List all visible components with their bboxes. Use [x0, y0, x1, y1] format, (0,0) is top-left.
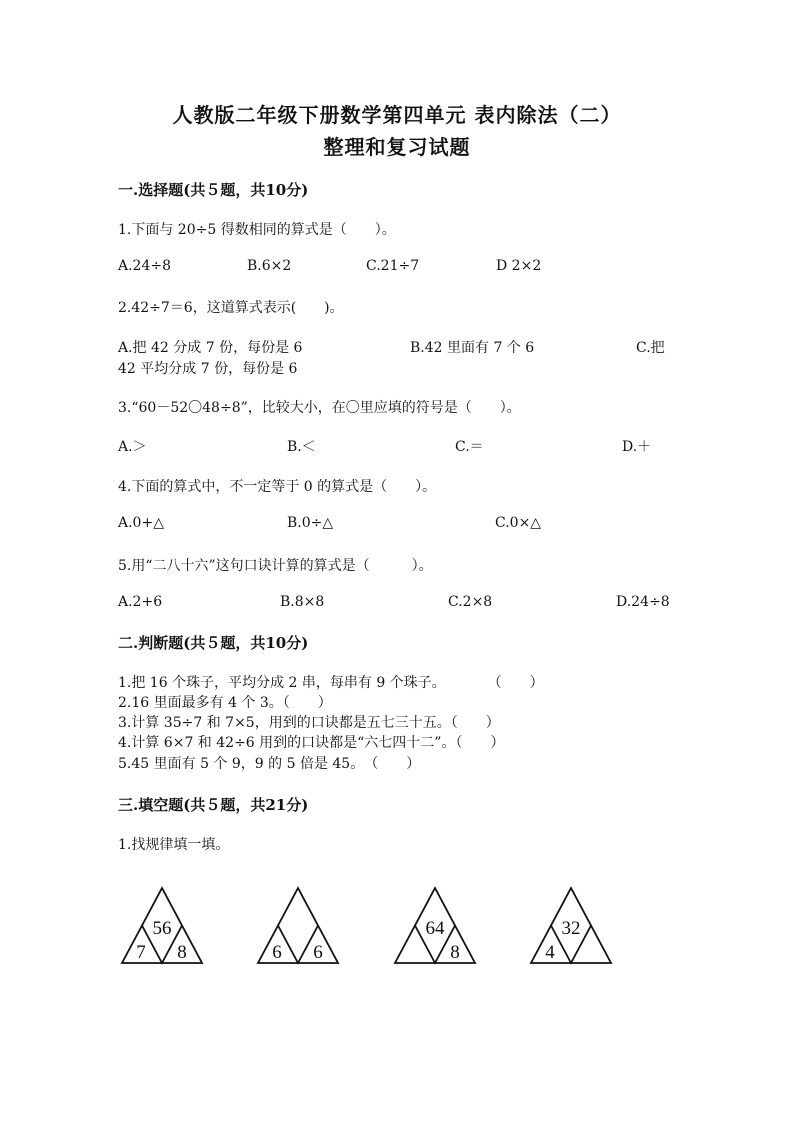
- q1-option-a: A.24÷8: [118, 258, 172, 274]
- triangle-3-top: 64: [425, 918, 445, 939]
- judgement-item-1: 1.把 16 个珠子，平均分成 2 串，每串有 9 个珠子。 （ ）: [118, 675, 544, 691]
- q5-option-b: B.8×8: [280, 594, 325, 610]
- q2-option-c: C.把: [636, 340, 665, 356]
- q1-option-b: B.6×2: [247, 258, 292, 274]
- page-subtitle: 整理和复习试题: [323, 135, 471, 159]
- question-5-stem: 5.用“二八十六”这句口诀计算的算式是（ ）。: [118, 558, 433, 574]
- q1-option-d: D 2×2: [496, 258, 542, 274]
- triangle-3-right: 8: [450, 942, 460, 963]
- q3-option-a: A.＞: [118, 439, 147, 455]
- triangle-4-left: 4: [545, 942, 555, 963]
- q2-option-b: B.42 里面有 7 个 6: [410, 340, 535, 356]
- section-heading-judgement: 二.判断题(共５题，共10分): [118, 634, 309, 652]
- section-heading-fill: 三.填空题(共５题，共21分): [118, 796, 309, 814]
- judgement-item-4: 4.计算 6×7 和 42÷6 用到的口诀都是“六七四十二”。（ ）: [118, 735, 505, 751]
- triangle-2-left: 6: [272, 942, 282, 963]
- triangle-4-top: 32: [561, 918, 581, 939]
- question-1-stem: 1.下面与 20÷5 得数相同的算式是（ ）。: [118, 222, 396, 238]
- page-title: 人教版二年级下册数学第四单元 表内除法（二）: [172, 103, 622, 127]
- triangle-1-top: 56: [152, 918, 172, 939]
- section-heading-choice: 一.选择题(共５题，共10分): [118, 181, 309, 199]
- triangle-2-right: 6: [313, 942, 323, 963]
- q5-option-d: D.24÷8: [616, 594, 670, 610]
- triangle-1-left: 7: [136, 942, 146, 963]
- q4-option-c: C.0×△: [495, 515, 542, 531]
- q1-option-c: C.21÷7: [366, 258, 420, 274]
- q4-option-a: A.0+△: [118, 515, 164, 531]
- triangle-1-right: 8: [177, 942, 187, 963]
- q2-option-c-wrap: 42 平均分成 7 份，每份是 6: [118, 361, 298, 377]
- number-triangle-3: [392, 885, 478, 967]
- judgement-item-3: 3.计算 35÷7 和 7×5，用到的口诀都是五七三十五。（ ）: [118, 715, 500, 731]
- q5-option-c: C.2×8: [448, 594, 493, 610]
- judgement-item-2: 2.16 里面最多有 4 个 3。（ ）: [118, 695, 332, 711]
- question-2-stem: 2.42÷7＝6，这道算式表示( )。: [118, 300, 344, 316]
- question-3-stem: 3.“60－52〇48÷8”，比较大小，在〇里应填的符号是（ ）。: [118, 400, 521, 416]
- fill-question-1-stem: 1.找规律填一填。: [118, 837, 230, 853]
- q3-option-c: C.＝: [455, 439, 484, 455]
- q3-option-b: B.＜: [287, 439, 316, 455]
- number-triangle-4: [528, 885, 614, 967]
- question-4-stem: 4.下面的算式中，不一定等于 0 的算式是（ ）。: [118, 479, 437, 495]
- q2-option-a: A.把 42 分成 7 份，每份是 6: [118, 340, 303, 356]
- judgement-item-5: 5.45 里面有 5 个 9，9 的 5 倍是 45。 （ ）: [118, 756, 421, 772]
- q3-option-d: D.＋: [622, 439, 652, 455]
- number-triangle-2: [255, 885, 341, 967]
- number-triangle-1: [119, 885, 205, 967]
- q5-option-a: A.2+6: [118, 594, 163, 610]
- q4-option-b: B.0÷△: [287, 515, 334, 531]
